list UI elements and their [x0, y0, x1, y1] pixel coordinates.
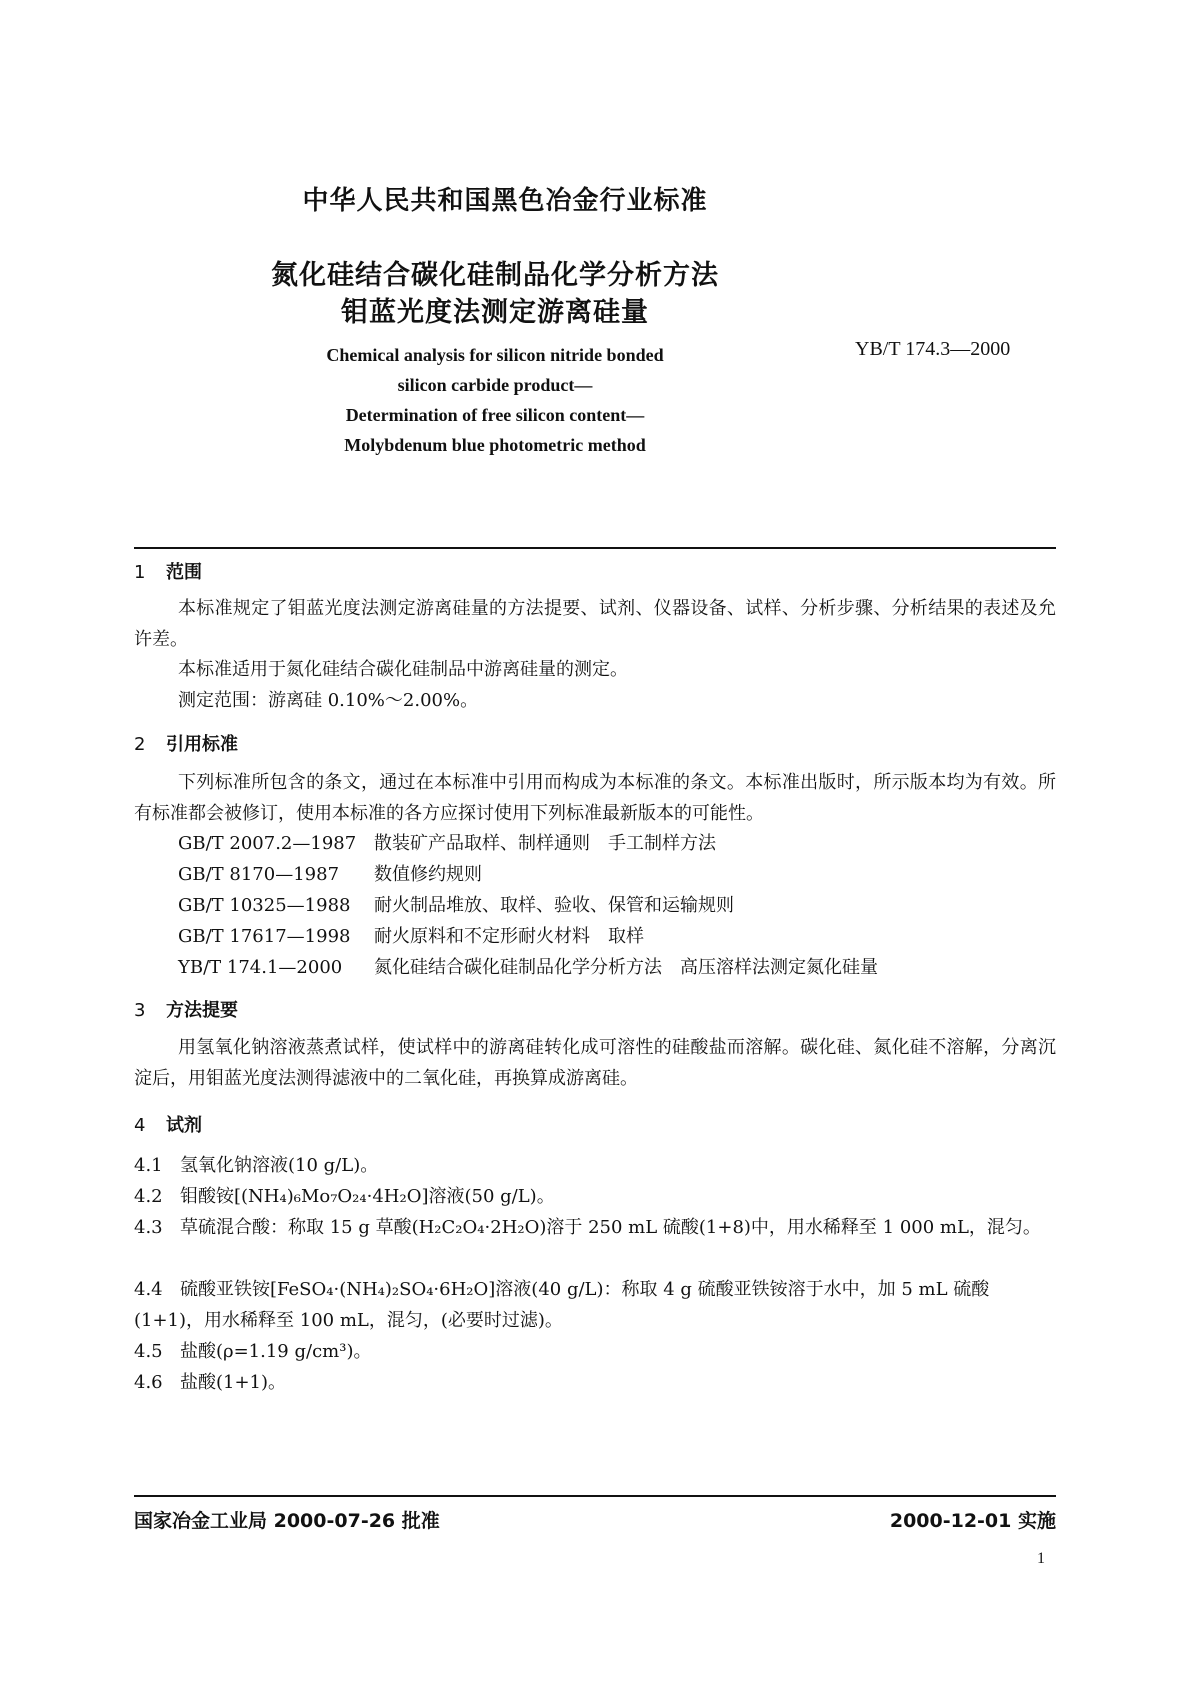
header-divider — [134, 547, 1056, 549]
reagent-text: 盐酸(ρ=1.19 g/cm³)。 — [180, 1341, 372, 1362]
reference-title: 氮化硅结合碳化硅制品化学分析方法 高压溶样法测定氮化硅量 — [374, 957, 878, 978]
section-1-heading — [134, 558, 202, 584]
section-1-paragraph-1: 本标准规定了钼蓝光度法测定游离硅量的方法提要、试剂、仪器设备、试样、分析步骤、分析结果的表述及允许差。 — [134, 598, 1056, 650]
section-3-number: 3 — [134, 1000, 146, 1021]
standard-number: YB/T 174.3—2000 — [855, 338, 1011, 360]
section-3-heading — [134, 996, 238, 1022]
approval-date: 国家冶金工业局 2000-07-26 批准 — [134, 1510, 440, 1532]
reagent-number: 4.6 — [134, 1372, 163, 1393]
section-1-title: 范围 — [166, 562, 202, 583]
reagent-text: 氢氧化钠溶液(10 g/L)。 — [180, 1155, 379, 1176]
reference-code: GB/T 10325—1988 — [178, 895, 351, 916]
title-en-line-2: silicon carbide product— — [397, 375, 593, 395]
reagent-text: 硫酸亚铁铵[FeSO₄·(NH₄)₂SO₄·6H₂O]溶液(40 g/L)：称取 4 g 硫酸亚铁铵溶于水中，加 5 mL 硫酸(1+1)，用水稀释至 100 mL，混匀，(必要时过滤)。 — [134, 1279, 990, 1331]
reference-item — [178, 922, 644, 948]
page-number: 1 — [1037, 1550, 1045, 1567]
reagent-item — [134, 1181, 1056, 1212]
section-1-paragraph-2: 本标准适用于氮化硅结合碳化硅制品中游离硅量的测定。 — [178, 659, 628, 680]
reagent-item — [134, 1274, 1056, 1336]
reagent-text: 草硫混合酸：称取 15 g 草酸(H₂C₂O₄·2H₂O)溶于 250 mL 硫酸(1+8)中，用水稀释至 1 000 mL，混匀。 — [180, 1217, 1041, 1238]
reagent-number: 4.1 — [134, 1155, 163, 1176]
section-1-paragraph-3: 测定范围：游离硅 0.10%～2.00%。 — [178, 690, 479, 711]
section-3-title: 方法提要 — [166, 1000, 238, 1021]
reagent-number: 4.2 — [134, 1186, 163, 1207]
section-4-number: 4 — [134, 1115, 146, 1136]
title-en-line-1: Chemical analysis for silicon nitride bonded — [326, 345, 664, 365]
section-2-paragraph-1: 下列标准所包含的条文，通过在本标准中引用而构成为本标准的条文。本标准出版时，所示版本均为有效。所有标准都会被修订，使用本标准的各方应探讨使用下列标准最新版本的可能性。 — [134, 772, 1056, 824]
section-4-title: 试剂 — [166, 1115, 202, 1136]
title-cn-line-1: 氮化硅结合碳化硅制品化学分析方法 — [271, 260, 719, 291]
reagent-text: 钼酸铵[(NH₄)₆Mo₇O₂₄·4H₂O]溶液(50 g/L)。 — [180, 1186, 555, 1207]
reagent-item — [134, 1212, 1056, 1243]
title-cn-line-2: 钼蓝光度法测定游离硅量 — [341, 297, 649, 328]
section-1-number: 1 — [134, 562, 146, 583]
section-2-title: 引用标准 — [166, 734, 238, 755]
reagent-number: 4.5 — [134, 1341, 163, 1362]
reference-title: 散装矿产品取样、制样通则 手工制样方法 — [374, 833, 716, 854]
reference-item — [178, 891, 734, 917]
reference-code: GB/T 8170—1987 — [178, 864, 340, 885]
reference-code: YB/T 174.1—2000 — [178, 957, 343, 978]
reference-title: 耐火原料和不定形耐火材料 取样 — [374, 926, 644, 947]
reagent-number: 4.4 — [134, 1279, 163, 1300]
reagent-number: 4.3 — [134, 1217, 163, 1238]
reagent-item — [134, 1336, 1056, 1367]
section-3-paragraph-1: 用氢氧化钠溶液蒸煮试样，使试样中的游离硅转化成可溶性的硅酸盐而溶解。碳化硅、氮化硅不溶解，分离沉淀后，用钼蓝光度法测得滤液中的二氧化硅，再换算成游离硅。 — [134, 1037, 1056, 1089]
reagent-item — [134, 1367, 1056, 1398]
reference-item — [178, 829, 716, 855]
reagent-text: 盐酸(1+1)。 — [180, 1372, 287, 1393]
reference-title: 耐火制品堆放、取样、验收、保管和运输规则 — [374, 895, 734, 916]
title-en-line-4: Molybdenum blue photometric method — [344, 435, 646, 455]
section-4-heading — [134, 1111, 202, 1137]
reference-item — [178, 953, 878, 979]
title-en-line-3: Determination of free silicon content— — [345, 405, 645, 425]
standard-category-heading: 中华人民共和国黑色冶金行业标准 — [302, 186, 708, 216]
reference-item — [178, 860, 482, 886]
reference-code: GB/T 17617—1998 — [178, 926, 351, 947]
reference-code: GB/T 2007.2—1987 — [178, 833, 357, 854]
section-2-heading — [134, 730, 238, 756]
section-2-number: 2 — [134, 734, 146, 755]
implementation-date: 2000-12-01 实施 — [889, 1510, 1056, 1532]
reagent-item — [134, 1150, 1056, 1181]
footer-divider — [134, 1495, 1056, 1497]
reference-title: 数值修约规则 — [374, 864, 482, 885]
